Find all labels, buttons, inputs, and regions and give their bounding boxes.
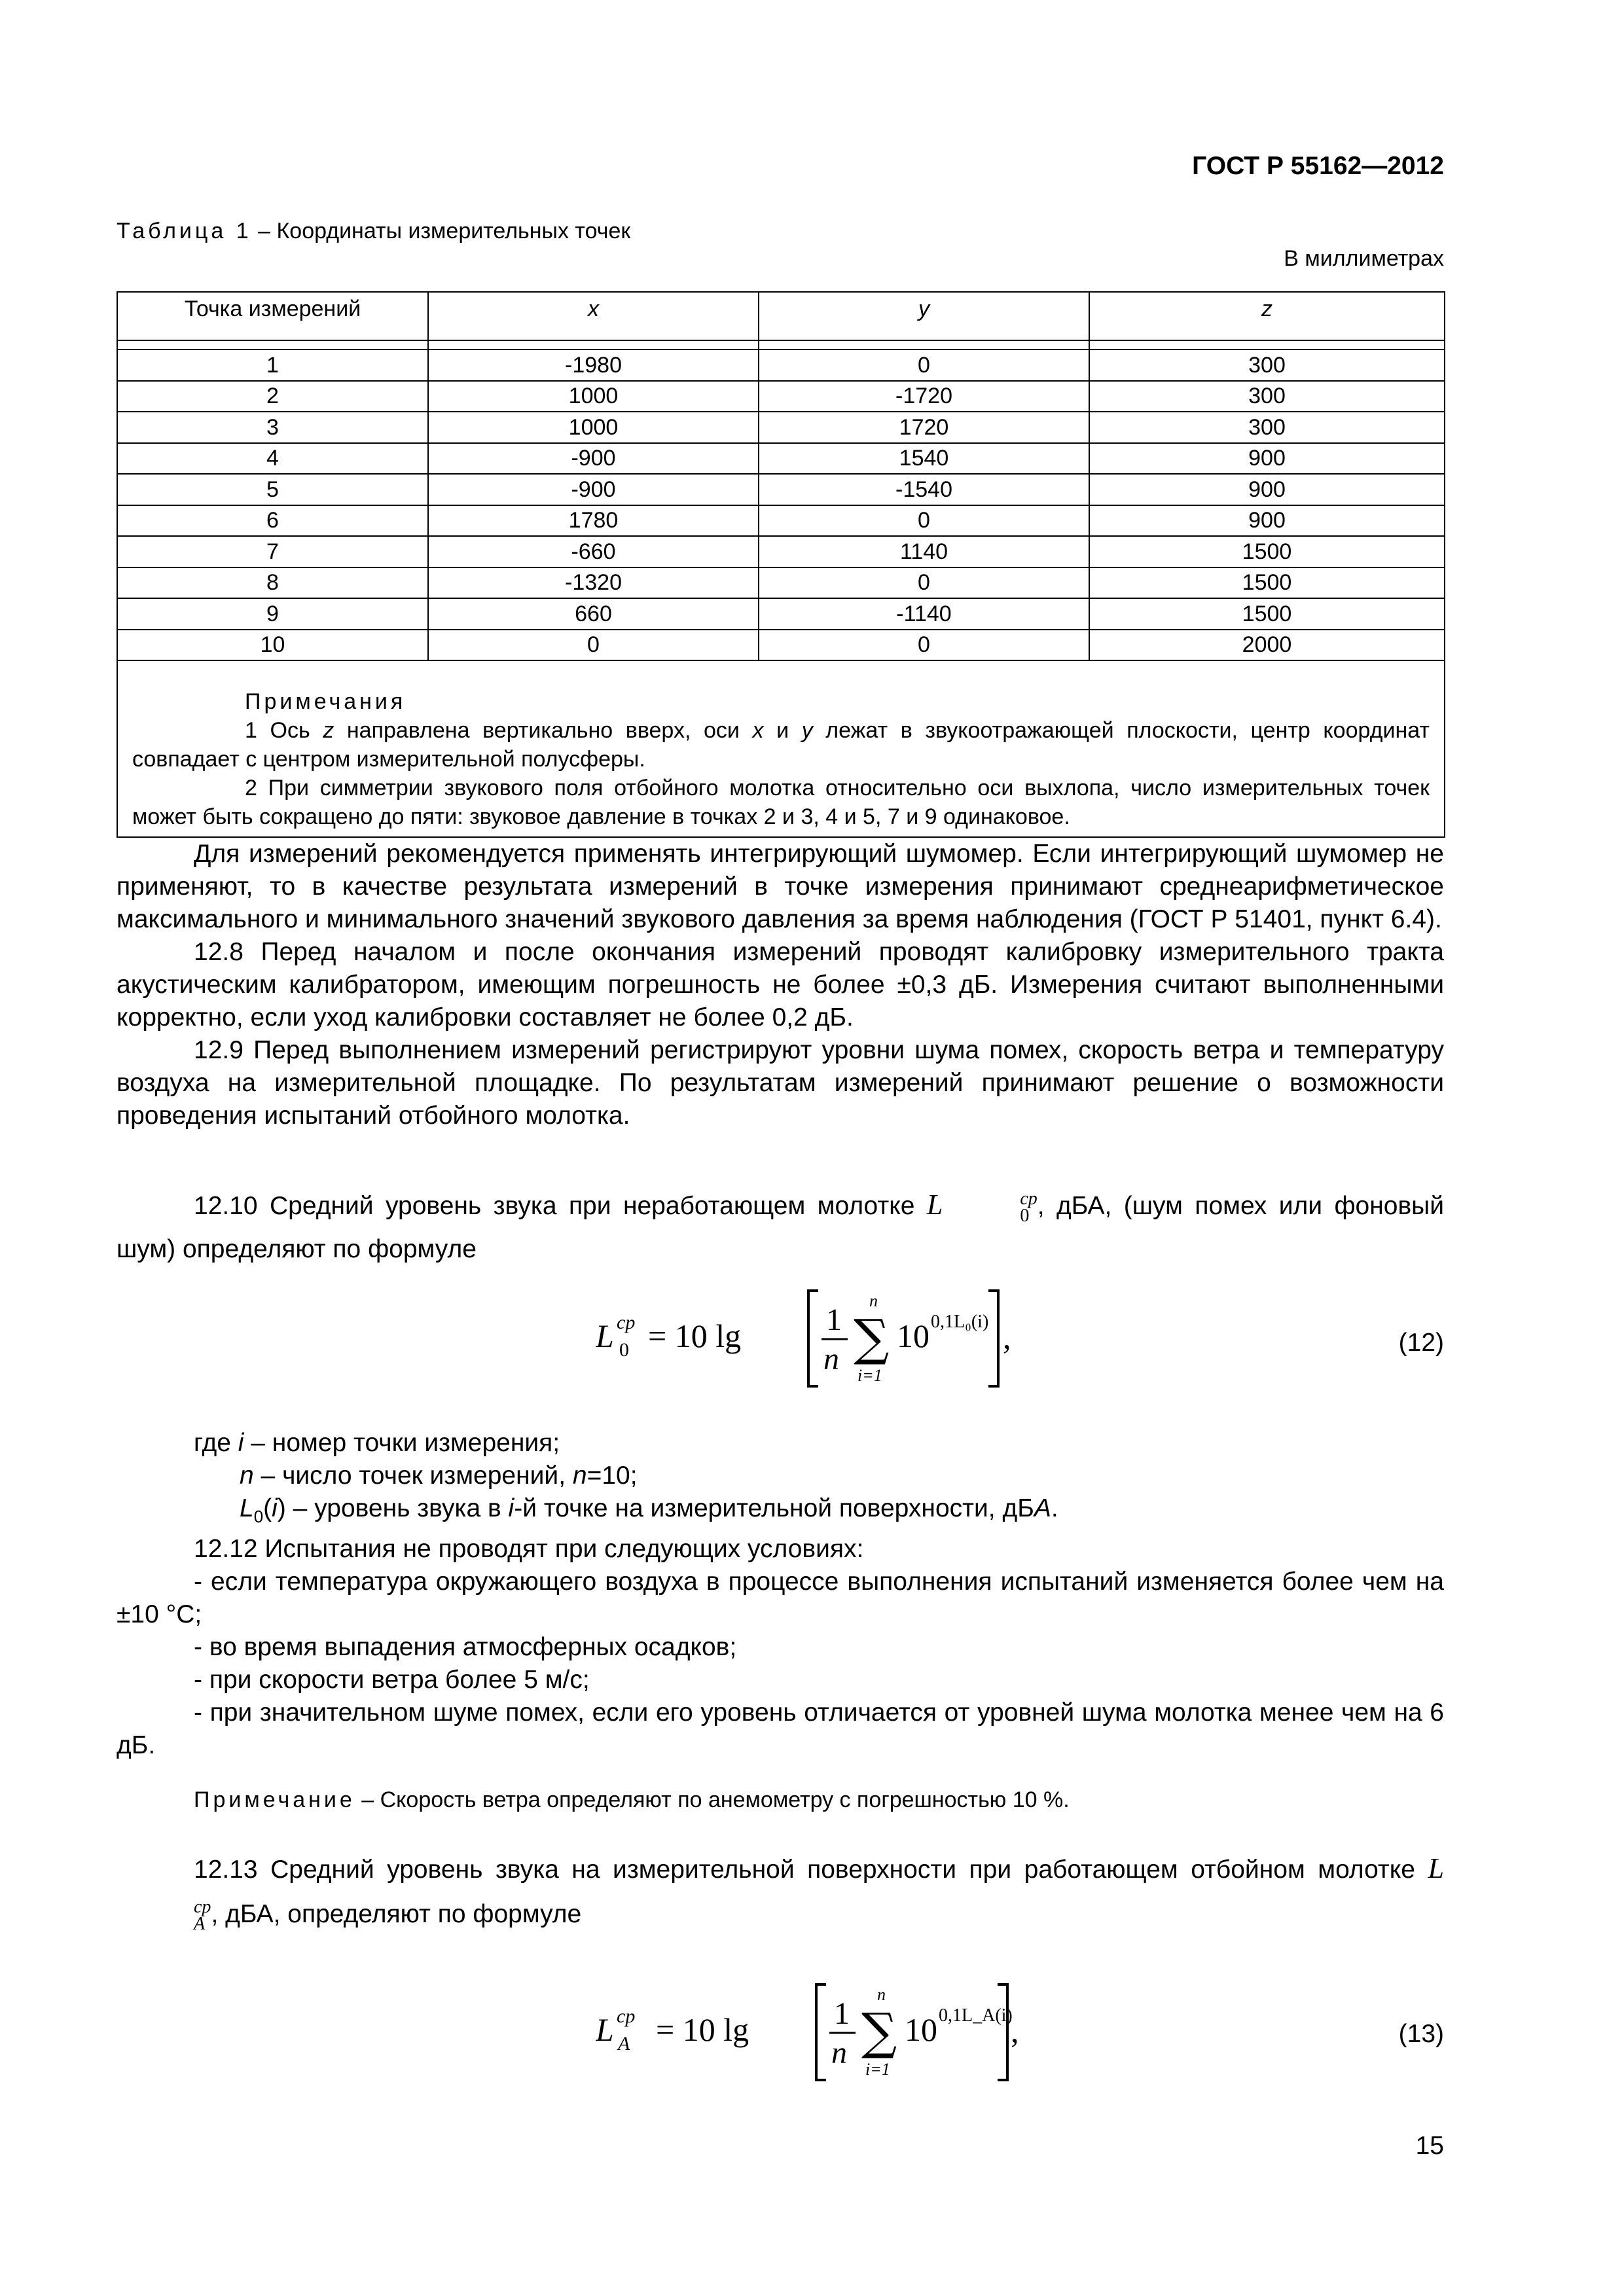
table-cell: 300 — [1089, 350, 1445, 381]
condition-2: - во время выпадения атмосферных осадков; — [194, 1632, 737, 1661]
svg-text:i=1: i=1 — [857, 1366, 882, 1385]
table-cell: 1000 — [428, 381, 759, 412]
svg-text:10: 10 — [897, 1318, 929, 1354]
condition-3: - при скорости ветра более 5 м/с; — [194, 1665, 590, 1694]
condition-4: - при значительном шуме помех, если его уровень отличается от уровней шума молотка менее чем на 6 дБ. — [117, 1698, 1444, 1759]
table-cell: 1000 — [428, 412, 759, 443]
table-row — [117, 598, 1445, 630]
svg-text:0,1L_A(i): 0,1L_A(i) — [939, 2005, 1013, 2026]
svg-text:n: n — [831, 2036, 847, 2070]
la-symbol: L cp A — [194, 1852, 1444, 1934]
where-n: n – число точек измерений, n=10; — [240, 1462, 638, 1490]
paragraph-12-9: 12.9 Перед выполнением измерений регистрируют уровни шума помех, скорость ветра и температуру воздуха на измерительной площадке. По результатам измерений принимают решение о возможности проведения испытаний отбойного молотка. — [117, 1036, 1444, 1130]
table-cell: 300 — [1089, 381, 1445, 412]
table-cell: 1500 — [1089, 598, 1445, 630]
table-cell: -900 — [428, 474, 759, 505]
svg-text:= 10 lg: = 10 lg — [648, 1318, 742, 1354]
condition-1: - если температура окружающего воздуха в процессе выполнения испытаний изменяется более чем на ±10 °С; — [117, 1567, 1444, 1628]
table-notes-row — [117, 660, 1445, 837]
paragraph-meter: Для измерений рекомендуется применять интегрирующий шумомер. Если интегрирующий шумомер не применяют, то в качестве результата измерений в точке измерения принимают среднеарифметическое максимального и минимального значений звукового давления за время наблюдения (ГОСТ Р 51401, пункт 6.4). — [117, 840, 1444, 933]
equation-12-number: (12) — [1398, 1329, 1444, 1357]
table-cell: 1140 — [759, 536, 1089, 567]
l0-symbol: L cp 0 — [926, 1188, 1038, 1226]
note-2: 2 При симметрии звукового поля отбойного молотка относительно оси выхлопа, число измерительных точек может быть сокращено до пяти: звуковое давление в точках 2 и 3, 4 и 5, 7 и 9 одинаковое. — [132, 776, 1430, 829]
svg-text:,: , — [1003, 1319, 1011, 1355]
table-header-separator — [117, 340, 1445, 350]
table-cell: 1780 — [428, 505, 759, 537]
table-caption-label: Таблица 1 — [117, 219, 252, 243]
table-cell: 0 — [759, 630, 1089, 661]
main-text — [117, 838, 1444, 1132]
standard-code: ГОСТ Р 55162—2012 — [1192, 152, 1444, 180]
svg-text:= 10 lg: = 10 lg — [656, 2011, 749, 2048]
table-cell: 9 — [117, 598, 428, 630]
svg-text:n: n — [869, 1291, 878, 1310]
wind-note-label: Примечание — [194, 1787, 355, 1812]
equation-12 — [596, 1283, 1015, 1394]
svg-text:0,1L₀(i): 0,1L₀(i) — [931, 1312, 989, 1332]
svg-text:A: A — [618, 2033, 630, 2054]
table-header-row — [117, 292, 1445, 340]
table-cell: 1540 — [759, 443, 1089, 475]
table-cell: 10 — [117, 630, 428, 661]
table-row — [117, 474, 1445, 505]
svg-text:∑: ∑ — [861, 2002, 897, 2060]
table-cell: 300 — [1089, 412, 1445, 443]
coordinates-table — [117, 291, 1445, 838]
where-i: где i – номер точки измерения; — [194, 1429, 560, 1457]
column-header-y: y — [759, 292, 1089, 340]
svg-text:∑: ∑ — [854, 1308, 890, 1367]
paragraph-12-13: 12.13 Средний уровень звука на измерительной поверхности при работающем отбойном молотке L cp A , дБА, определяют по формуле — [117, 1847, 1444, 1936]
table-units: В миллиметрах — [1284, 246, 1444, 271]
column-header-x: x — [428, 292, 759, 340]
paragraph-12-12: 12.12 Испытания не проводят при следующих условиях: — [194, 1534, 864, 1563]
table-cell: 2000 — [1089, 630, 1445, 661]
svg-text:n: n — [877, 1985, 886, 2004]
svg-text:i=1: i=1 — [865, 2060, 890, 2079]
table-row — [117, 630, 1445, 661]
table-cell: 660 — [428, 598, 759, 630]
svg-text:0: 0 — [619, 1339, 629, 1361]
equation-13 — [596, 1977, 1021, 2088]
equation-13-number: (13) — [1398, 2020, 1444, 2048]
svg-text:1: 1 — [826, 1302, 842, 1337]
table-cell: 900 — [1089, 443, 1445, 475]
table-row — [117, 505, 1445, 537]
svg-text:,: , — [1011, 2013, 1019, 2049]
svg-text:1: 1 — [834, 1996, 850, 2031]
table-cell: 6 — [117, 505, 428, 537]
table-row — [117, 443, 1445, 475]
table-cell: 2 — [117, 381, 428, 412]
table-cell: -1980 — [428, 350, 759, 381]
table-cell: 3 — [117, 412, 428, 443]
table-row — [117, 536, 1445, 567]
table-cell: 7 — [117, 536, 428, 567]
table-caption-text: – Координаты измерительных точек — [251, 219, 631, 243]
table-cell: -1140 — [759, 598, 1089, 630]
where-block — [117, 1427, 1444, 1762]
equation-12-graphic — [596, 1283, 1015, 1394]
table-cell: 0 — [428, 630, 759, 661]
column-header-point: Точка измерений — [117, 292, 428, 340]
svg-text:L: L — [596, 1318, 614, 1354]
table-cell: 1720 — [759, 412, 1089, 443]
table-cell: 0 — [759, 567, 1089, 599]
table-cell: 0 — [759, 505, 1089, 537]
paragraph-12-8: 12.8 Перед началом и после окончания измерений проводят калибровку измерительного тракта акустическим калибратором, имеющим погрешность не более ±0,3 дБ. Измерения считают выполненными корректно, если уход калибровки составляет не более 0,2 дБ. — [117, 938, 1444, 1031]
paragraph-12-10: 12.10 Средний уровень звука при неработающем молотке L cp 0 , дБА, (шум помех или фоновый шум) определяют по формуле — [117, 1188, 1444, 1263]
table-caption — [117, 219, 630, 244]
column-header-z: z — [1089, 292, 1445, 340]
svg-text:cp: cp — [617, 2005, 636, 2027]
table-cell: 1500 — [1089, 536, 1445, 567]
page-number: 15 — [1415, 2132, 1444, 2160]
table-cell: -900 — [428, 443, 759, 475]
wind-note-text: – Скорость ветра определяют по анемометру с погрешностью 10 %. — [355, 1787, 1070, 1812]
wind-note — [117, 1785, 1444, 1814]
where-l0: $L_0(i)$ – уровень звука в i-й точке на измерительной поверхности, дБА. — [240, 1494, 1058, 1526]
table-cell: -1320 — [428, 567, 759, 599]
notes-title: Примечания — [245, 689, 406, 714]
svg-text:10: 10 — [905, 2011, 937, 2048]
table-cell: 0 — [759, 350, 1089, 381]
table-row — [117, 350, 1445, 381]
svg-text:cp: cp — [617, 1312, 636, 1333]
table-notes — [117, 660, 1445, 837]
table-row — [117, 381, 1445, 412]
table-row — [117, 412, 1445, 443]
table-cell: -1720 — [759, 381, 1089, 412]
table-cell: 900 — [1089, 505, 1445, 537]
table-cell: 900 — [1089, 474, 1445, 505]
table-cell: 1 — [117, 350, 428, 381]
table-cell: 8 — [117, 567, 428, 599]
table-row — [117, 567, 1445, 599]
equation-13-graphic — [596, 1977, 1021, 2088]
svg-text:L: L — [596, 2011, 614, 2048]
svg-text:n: n — [823, 1342, 839, 1376]
table-cell: 1500 — [1089, 567, 1445, 599]
table-cell: 4 — [117, 443, 428, 475]
table-cell: 5 — [117, 474, 428, 505]
table-cell: -660 — [428, 536, 759, 567]
note-1: 1 Ось z направлена вертикально вверх, оси x и y лежат в звукоотражающей плоскости, центр координат совпадает с центром измерительной полусферы. — [132, 718, 1430, 772]
table-cell: -1540 — [759, 474, 1089, 505]
